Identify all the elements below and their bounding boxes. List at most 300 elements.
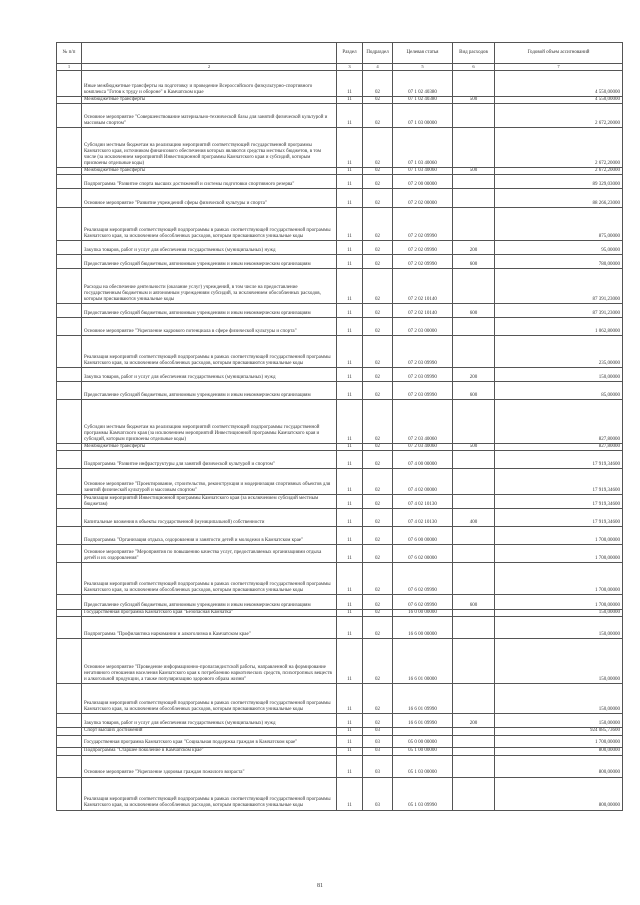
row-number [57,563,82,595]
row-razdel: 11 [337,168,363,175]
row-podrazdel: 02 [363,545,393,563]
row-number [57,777,82,810]
budget-table [56,42,623,811]
row-razdel: 11 [337,444,363,451]
row-name: Основное мероприятие "Укрепление кадрового потенциала в сфере физической культуры и спорта" [82,318,337,336]
row-name: Предоставление субсидий бюджетным, автономным учреждениям и иным некоммерческим организациям [82,595,337,610]
row-razdel: 11 [337,71,363,97]
row-sum: 17 919,34600 [495,469,623,495]
table-row [57,527,623,545]
row-name: Подпрограмма "Развитие спорта высших достижений и системы подготовки спортивного резерва" [82,175,337,189]
row-sum: 85,00000 [495,382,623,400]
row-name: Закупка товаров, работ и услуг для обеспечения государственных (муниципальных) нужд [82,714,337,728]
row-name: Основное мероприятие "Проектирование, строительство, реконструкция и модернизация спортивных объектов для занятий физической культурой и массовым спортом" [82,469,337,495]
row-vid [453,735,495,747]
row-number [57,71,82,97]
row-number [57,97,82,104]
row-podrazdel: 02 [363,714,393,728]
row-sum: 2 672,20000 [495,168,623,175]
column-number-row [57,64,623,71]
row-tselevaya: 05 1 03 09990 [393,777,453,810]
row-vid: 400 [453,509,495,527]
row-number [57,451,82,469]
row-podrazdel: 02 [363,168,393,175]
row-vid: 200 [453,368,495,382]
col-number: 6 [453,64,495,71]
row-tselevaya: 05 0 00 00000 [393,735,453,747]
row-sum: 150,00000 [495,617,623,639]
row-sum: 2 672,20000 [495,128,623,168]
row-tselevaya: 07 2 03 09990 [393,336,453,368]
row-razdel: 11 [337,595,363,610]
table-row [57,368,623,382]
table-row [57,495,623,509]
row-tselevaya: 07 1 03 00000 [393,104,453,128]
row-podrazdel: 02 [363,684,393,714]
row-name: Предоставление субсидий бюджетным, автономным учреждениям и иным некоммерческим организациям [82,382,337,400]
row-name: Реализация мероприятий соответствующей подпрограммы в рамках соответствующей государственной программы Камчатского края, за исключением обособленных расходов, которым присваиваются уникальные коды [82,684,337,714]
row-number [57,617,82,639]
row-sum: 2 672,20000 [495,104,623,128]
row-podrazdel: 02 [363,255,393,269]
row-vid [453,527,495,545]
row-razdel: 11 [337,563,363,595]
row-vid [453,639,495,684]
header-vid: Вид расходов [453,43,495,64]
row-number [57,728,82,735]
row-sum: 87 391,23000 [495,269,623,304]
row-sum: 150,00000 [495,639,623,684]
row-podrazdel: 02 [363,71,393,97]
row-name: Основное мероприятие "Совершенствование материально-технической базы для занятий физической культурой и массовым спортом" [82,104,337,128]
row-podrazdel: 02 [363,382,393,400]
row-sum: 4 550,00000 [495,97,623,104]
row-name: Иные межбюджетные трансферты на подготовку и проведение Всероссийского физкультурно-спортивного комплекса "Готов к труду и обороне" в Камчатском крае [82,71,337,97]
row-podrazdel: 02 [363,527,393,545]
row-tselevaya: 07 4 02 10130 [393,509,453,527]
page-number: 81 [317,883,323,889]
row-razdel: 11 [337,318,363,336]
row-sum: 800,00000 [495,747,623,755]
row-vid: 200 [453,714,495,728]
row-name: Капитальные вложения в объекты государственной (муниципальной) собственности [82,509,337,527]
row-tselevaya: 07 2 03 00000 [393,318,453,336]
header-num: № п/п [57,43,82,64]
row-sum: 1 700,00000 [495,545,623,563]
row-name: Реализация мероприятий Инвестиционной программы Камчатского края (за исключением субсидий местным бюджетам) [82,495,337,509]
row-name: Предоставление субсидий бюджетным, автономным учреждениям и иным некоммерческим организациям [82,304,337,318]
row-tselevaya: 05 1 03 00000 [393,755,453,777]
col-number: 1 [57,64,82,71]
row-vid [453,336,495,368]
row-tselevaya: 07 4 02 00000 [393,469,453,495]
table-row [57,684,623,714]
table-row [57,509,623,527]
row-tselevaya: 07 1 02 40380 [393,71,453,97]
row-vid [453,128,495,168]
table-row [57,639,623,684]
row-vid: 500 [453,97,495,104]
row-tselevaya: 05 1 00 00000 [393,747,453,755]
header-obem: Годовой объем ассигнований [495,43,623,64]
row-number [57,318,82,336]
row-name: Закупка товаров, работ и услуг для обеспечения государственных (муниципальных) нужд [82,368,337,382]
row-vid: 600 [453,595,495,610]
row-vid: 600 [453,382,495,400]
row-sum: 1 700,00000 [495,563,623,595]
row-razdel: 11 [337,304,363,318]
table-row [57,241,623,255]
row-podrazdel: 02 [363,639,393,684]
row-vid: 500 [453,444,495,451]
table-row [57,382,623,400]
row-podrazdel: 02 [363,451,393,469]
row-tselevaya: 07 6 02 00000 [393,545,453,563]
row-razdel: 11 [337,400,363,444]
row-tselevaya: 07 2 00 00000 [393,175,453,189]
row-vid [453,563,495,595]
row-sum: 17 919,34600 [495,495,623,509]
row-name: Межбюджетные трансферты [82,168,337,175]
row-number [57,545,82,563]
row-podrazdel: 02 [363,269,393,304]
row-tselevaya: 07 2 03 40060 [393,444,453,451]
row-number [57,336,82,368]
row-tselevaya [393,728,453,735]
row-razdel: 11 [337,336,363,368]
row-tselevaya: 07 2 03 09990 [393,382,453,400]
row-vid: 600 [453,304,495,318]
row-podrazdel: 02 [363,97,393,104]
row-razdel: 11 [337,208,363,241]
row-podrazdel: 03 [363,747,393,755]
row-number [57,368,82,382]
row-number [57,208,82,241]
row-podrazdel: 02 [363,128,393,168]
row-vid [453,175,495,189]
row-tselevaya: 07 6 02 09990 [393,595,453,610]
row-name: Подпрограмма "Профилактика наркомании и алкоголизма в Камчатском крае" [82,617,337,639]
col-number: 2 [82,64,337,71]
row-sum: 924 085,73600 [495,728,623,735]
row-number [57,444,82,451]
row-sum: 4 550,00000 [495,71,623,97]
col-number: 4 [363,64,393,71]
row-tselevaya: 07 6 00 00000 [393,527,453,545]
row-name: Основное мероприятие "Мероприятия по повышению качества услуг, предоставляемых организациями отдыха детей и их оздоровления" [82,545,337,563]
row-sum: 875,00000 [495,208,623,241]
row-number [57,189,82,208]
row-number [57,168,82,175]
row-podrazdel: 02 [363,208,393,241]
row-podrazdel: 02 [363,175,393,189]
table-row [57,168,623,175]
col-number: 3 [337,64,363,71]
row-sum: 89 329,03000 [495,175,623,189]
row-vid [453,71,495,97]
row-razdel: 11 [337,269,363,304]
row-sum: 150,00000 [495,368,623,382]
row-razdel: 11 [337,368,363,382]
row-tselevaya: 16 6 01 09990 [393,684,453,714]
row-podrazdel: 02 [363,509,393,527]
row-name: Реализация мероприятий соответствующей подпрограммы в рамках соответствующей государственной программы Камчатского края, за исключением обособленных расходов, которым присваиваются уникальные коды [82,777,337,810]
row-podrazdel: 02 [363,104,393,128]
table-row [57,104,623,128]
row-sum: 1 700,00000 [495,595,623,610]
row-number [57,269,82,304]
table-row [57,451,623,469]
row-name: Реализация мероприятий соответствующей подпрограммы в рамках соответствующей государственной программы Камчатского края, за исключением обособленных расходов, которым присваиваются уникальные коды [82,208,337,241]
row-number [57,755,82,777]
row-podrazdel: 02 [363,563,393,595]
row-tselevaya: 07 2 02 09990 [393,208,453,241]
table-row [57,545,623,563]
col-number: 5 [393,64,453,71]
row-tselevaya: 07 2 02 10140 [393,269,453,304]
table-row [57,777,623,810]
table-row [57,755,623,777]
table-row [57,595,623,610]
row-razdel: 11 [337,451,363,469]
row-number [57,400,82,444]
table-row [57,175,623,189]
row-tselevaya: 16 0 00 00000 [393,610,453,617]
row-sum: 1 700,00000 [495,527,623,545]
row-razdel: 11 [337,128,363,168]
table-row [57,189,623,208]
row-vid: 200 [453,241,495,255]
row-number [57,527,82,545]
row-vid [453,451,495,469]
row-vid [453,755,495,777]
row-sum: 827,80000 [495,400,623,444]
row-name: Межбюджетные трансферты [82,97,337,104]
row-vid [453,495,495,509]
row-podrazdel: 03 [363,735,393,747]
row-tselevaya: 07 1 03 40060 [393,128,453,168]
row-podrazdel: 02 [363,617,393,639]
row-razdel: 11 [337,714,363,728]
row-razdel: 11 [337,241,363,255]
table-row [57,97,623,104]
row-razdel: 11 [337,617,363,639]
row-number [57,610,82,617]
row-tselevaya: 07 1 02 40380 [393,97,453,104]
row-tselevaya: 07 2 02 00000 [393,189,453,208]
row-razdel: 11 [337,684,363,714]
row-tselevaya: 07 6 02 09990 [393,563,453,595]
row-razdel: 11 [337,610,363,617]
row-vid [453,318,495,336]
header-tselevaya: Целевая статья [393,43,453,64]
table-row [57,563,623,595]
row-podrazdel: 02 [363,318,393,336]
row-razdel: 11 [337,495,363,509]
table-row [57,617,623,639]
row-name: Предоставление субсидий бюджетным, автономным учреждениям и иным некоммерческим организациям [82,255,337,269]
table-row [57,208,623,241]
row-sum: 87 391,23000 [495,304,623,318]
row-razdel: 11 [337,639,363,684]
row-podrazdel: 02 [363,336,393,368]
row-podrazdel: 03 [363,777,393,810]
row-podrazdel: 02 [363,610,393,617]
row-sum: 1 700,00000 [495,735,623,747]
table-row [57,747,623,755]
row-vid [453,208,495,241]
row-name: Государственная программа Камчатского края "Безопасная Камчатка" [82,610,337,617]
row-sum: 800,00000 [495,755,623,777]
row-sum: 235,00000 [495,336,623,368]
row-sum: 95,00000 [495,241,623,255]
row-sum: 150,00000 [495,610,623,617]
row-sum: 1 062,80000 [495,318,623,336]
header-name [82,43,337,64]
table-row [57,728,623,735]
table-row [57,714,623,728]
table-row [57,469,623,495]
row-tselevaya: 07 4 02 10130 [393,495,453,509]
row-sum: 150,00000 [495,714,623,728]
table-header-row [57,43,623,64]
row-number [57,104,82,128]
row-podrazdel: 02 [363,400,393,444]
row-podrazdel: 02 [363,444,393,451]
row-podrazdel: 03 [363,728,393,735]
row-podrazdel: 02 [363,595,393,610]
table-row [57,304,623,318]
row-podrazdel: 02 [363,189,393,208]
row-razdel: 11 [337,527,363,545]
row-vid [453,747,495,755]
row-tselevaya: 16 6 01 00000 [393,639,453,684]
row-sum: 800,00000 [495,777,623,810]
row-razdel: 11 [337,189,363,208]
row-tselevaya: 07 2 02 09990 [393,241,453,255]
row-number [57,735,82,747]
row-razdel: 11 [337,747,363,755]
row-tselevaya: 07 2 03 40060 [393,400,453,444]
row-podrazdel: 03 [363,755,393,777]
row-number [57,304,82,318]
table-row [57,71,623,97]
row-name: Подпрограмма "Развитие инфраструктуры для занятий физической культурой и спортом" [82,451,337,469]
row-number [57,241,82,255]
row-name: Субсидии местным бюджетам на реализацию мероприятий соответствующей государственной программы Камчатского края, источником финансового обеспечения которых являются средства местных бюджетов, в том числе (за исключением мероприятий Инвестиционной программы Камчатского края и субсидий, которым присвоены отдельные коды) [82,128,337,168]
row-vid: 500 [453,168,495,175]
row-razdel: 11 [337,777,363,810]
row-name: Спорт высших достижений [82,728,337,735]
table-row [57,269,623,304]
row-vid [453,104,495,128]
table-row [57,128,623,168]
row-name: Реализация мероприятий соответствующей подпрограммы в рамках соответствующей государственной программы Камчатского края, за исключением обособленных расходов, которым присваиваются уникальные коды [82,563,337,595]
row-number [57,595,82,610]
row-name: Реализация мероприятий соответствующей подпрограммы в рамках соответствующей государственной программы Камчатского края, за исключением обособленных расходов, которым присваиваются уникальные коды [82,336,337,368]
row-sum: 150,00000 [495,684,623,714]
row-razdel: 11 [337,545,363,563]
table-body [57,71,623,810]
row-podrazdel: 02 [363,495,393,509]
row-razdel: 11 [337,728,363,735]
row-vid [453,189,495,208]
row-vid [453,400,495,444]
row-vid [453,269,495,304]
row-number [57,382,82,400]
row-podrazdel: 02 [363,469,393,495]
row-vid [453,728,495,735]
table-row [57,318,623,336]
row-number [57,128,82,168]
table-row [57,255,623,269]
row-number [57,495,82,509]
row-name: Расходы на обеспечение деятельности (оказание услуг) учреждений, в том числе на предоставление государственным бюджетным и автономным учреждениям субсидий, за исключением обособленных расходов, которым присваиваются уникальные коды [82,269,337,304]
row-vid [453,469,495,495]
row-sum: 827,80000 [495,444,623,451]
row-vid [453,545,495,563]
row-number [57,747,82,755]
row-name: Субсидии местным бюджетам на реализацию мероприятий соответствующей подпрограммы государственной программы Камчатского края (за исключением мероприятий Инвестиционной программы Камчатского края и субсидий, которым присвоены отдельные коды) [82,400,337,444]
table-row [57,610,623,617]
row-sum: 17 919,34600 [495,451,623,469]
row-number [57,509,82,527]
header-razdel: Раздел [337,43,363,64]
row-tselevaya: 07 2 03 09990 [393,368,453,382]
row-razdel: 11 [337,175,363,189]
row-name: Основное мероприятие "Укрепление здоровья граждан пожилого возраста" [82,755,337,777]
row-razdel: 11 [337,755,363,777]
row-vid: 600 [453,255,495,269]
row-name: Межбюджетные трансферты [82,444,337,451]
table-row [57,444,623,451]
row-number [57,469,82,495]
row-podrazdel: 02 [363,241,393,255]
row-vid [453,610,495,617]
row-razdel: 11 [337,97,363,104]
row-tselevaya: 07 2 02 10140 [393,304,453,318]
header-podrazdel: Подраздел [363,43,393,64]
row-tselevaya: 16 6 01 09990 [393,714,453,728]
row-razdel: 11 [337,509,363,527]
table-row [57,735,623,747]
row-tselevaya: 16 6 00 00000 [393,617,453,639]
row-razdel: 11 [337,382,363,400]
row-podrazdel: 02 [363,304,393,318]
table-row [57,336,623,368]
row-number [57,175,82,189]
row-vid [453,617,495,639]
row-name: Подпрограмма "Старшее поколение в Камчатском крае" [82,747,337,755]
row-razdel: 11 [337,104,363,128]
row-razdel: 11 [337,255,363,269]
row-name: Закупка товаров, работ и услуг для обеспечения государственных (муниципальных) нужд [82,241,337,255]
row-name: Государственная программа Камчатского края "Социальная поддержка граждан в Камчатском крае" [82,735,337,747]
row-name: Подпрограмма "Организация отдыха, оздоровления и занятости детей и молодежи в Камчатском крае" [82,527,337,545]
row-tselevaya: 07 1 03 40060 [393,168,453,175]
row-name: Основное мероприятие "Проведение информационно-пропагандистской работы, направленной на формирование негативного отношения населения Камчатского края к потреблению наркотических средств, психотропных веществ и алкогольной продукции, а также популяризацию здорового образа жизни" [82,639,337,684]
row-name: Основное мероприятие "Развитие учреждений сферы физической культуры и спорта" [82,189,337,208]
row-sum: 17 919,34600 [495,509,623,527]
row-sum: 88 266,23000 [495,189,623,208]
row-vid [453,777,495,810]
row-podrazdel: 02 [363,368,393,382]
row-razdel: 11 [337,735,363,747]
row-number [57,714,82,728]
col-number: 7 [495,64,623,71]
row-number [57,684,82,714]
row-sum: 780,00000 [495,255,623,269]
